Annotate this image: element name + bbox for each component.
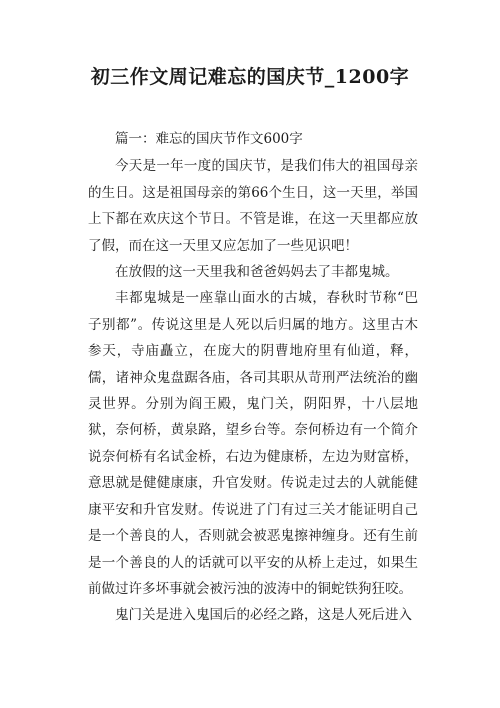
paragraph-3: 丰都鬼城是一座靠山面水的古城，春秋时节称“巴子别都”。传说这里是人死以后归属的地方。这里古木参天，寺庙矗立，在庞大的阴曹地府里有仙道，释，儒，诸神众鬼盘踞各庙，各司其职从苛刑严法统治的幽灵世界。分别为阎王殿，鬼门关，阴阳界，十八层地狱，奈何桥，黄泉路，望乡台等。奈何桥边有一个简介说奈何桥有名试金桥，右边为健康桥，左边为财富桥，意思就是健健康康，升官发财。传说走过去的人就能健康平安和升官发财。传说进了门有过三关才能证明自己是一个善良的人，否则就会被恶鬼擦神缠身。还有生前是一个善良的人的话就可以平安的从桥上走过，如果生前做过许多坏事就会被污浊的波涛中的铜蛇铁狗狂咬。: [88, 290, 418, 597]
paragraph-4: 鬼门关是进入鬼国后的必经之路，这是人死后进入: [115, 607, 412, 624]
document-body: [88, 126, 418, 629]
document-title: 初三作文周记难忘的国庆节_1200字: [90, 66, 410, 88]
paragraph-1: 今天是一年一度的国庆节，是我们伟大的祖国母亲的生日。这是祖国母亲的第66个生日，这一天里，举国上下都在欢庆这个节日。不管是谁，在这一天里都应放了假，而在这一天里又应怎加了一些见识吧！: [88, 158, 418, 254]
section-heading: 篇一：难忘的国庆节作文600字: [115, 131, 303, 147]
paragraph-2: 在放假的这一天里我和爸爸妈妈去了丰都鬼城。: [115, 264, 399, 281]
